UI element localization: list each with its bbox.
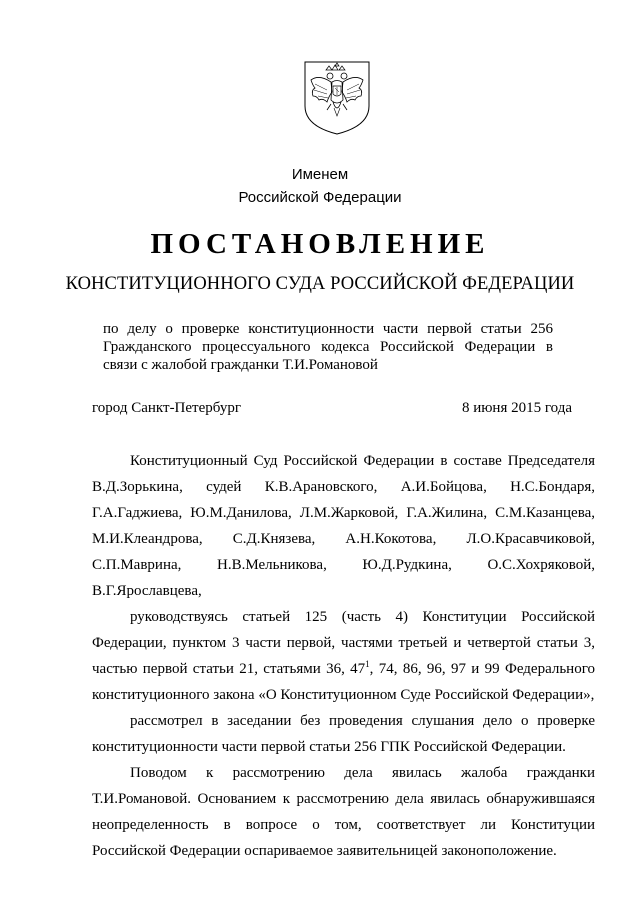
body-line: Федерации, пунктом 3 части первой, частями третьей и четвертой статьи 3,	[92, 635, 595, 651]
body-line: руководствуясь статьей 125 (часть 4) Конституции Российской	[130, 609, 595, 625]
preamble-line-2: Российской Федерации	[238, 189, 402, 206]
subject-line: по делу о проверке конституционности части первой статьи 256	[103, 321, 553, 337]
body-line: В.Г.Ярославцева,	[92, 583, 202, 599]
body-text: , 74, 86, 96, 97 и 99 Федерального	[369, 661, 595, 677]
subject-line: Гражданского процессуального кодекса Российской Федерации в	[103, 339, 553, 355]
body-line: конституционности части первой статьи 256 ГПК Российской Федерации.	[92, 739, 566, 755]
body-line: неопределенность в вопросе о том, соответствует ли Конституции	[92, 817, 595, 833]
document-title: ПОСТАНОВЛЕНИЕ	[150, 228, 490, 260]
preamble-line-1: Именем	[291, 166, 349, 183]
body-line: Т.И.Романовой. Основанием к рассмотрению дела явилась обнаружившаяся	[92, 791, 595, 807]
body-text: частью первой статьи 21, статьями 36, 47	[92, 661, 366, 677]
body-line: Поводом к рассмотрению дела явилась жалоба гражданки	[130, 765, 595, 781]
body-line: М.И.Клеандрова, С.Д.Князева, А.Н.Кокотова, Л.О.Красавчиковой,	[92, 531, 595, 547]
body-line: С.П.Маврина, Н.В.Мельникова, Ю.Д.Рудкина, О.С.Хохряковой,	[92, 557, 595, 573]
body-line: конституционного закона «О Конституционном Суде Российской Федерации»,	[92, 687, 595, 703]
superscript: 1	[365, 659, 370, 669]
place: город Санкт-Петербург	[92, 400, 241, 416]
body-line: Г.А.Гаджиева, Ю.М.Данилова, Л.М.Жарковой, Г.А.Жилина, С.М.Казанцева,	[92, 505, 595, 521]
coat-of-arms-icon	[301, 60, 373, 136]
body-line	[92, 660, 595, 678]
body-line: Российской Федерации оспариваемое заявительницей законоположение.	[92, 843, 557, 859]
court-name: КОНСТИТУЦИОННОГО СУДА РОССИЙСКОЙ ФЕДЕРАЦИИ	[65, 274, 575, 294]
body-line: рассмотрел в заседании без проведения слушания дело о проверке	[130, 713, 595, 729]
body-line: В.Д.Зорькина, судей К.В.Арановского, А.И.Бойцова, Н.С.Бондаря,	[92, 479, 595, 495]
date: 8 июня 2015 года	[461, 400, 572, 416]
subject-line: связи с жалобой гражданки Т.И.Романовой	[103, 357, 378, 373]
body-line: Конституционный Суд Российской Федерации в составе Председателя	[130, 453, 595, 469]
